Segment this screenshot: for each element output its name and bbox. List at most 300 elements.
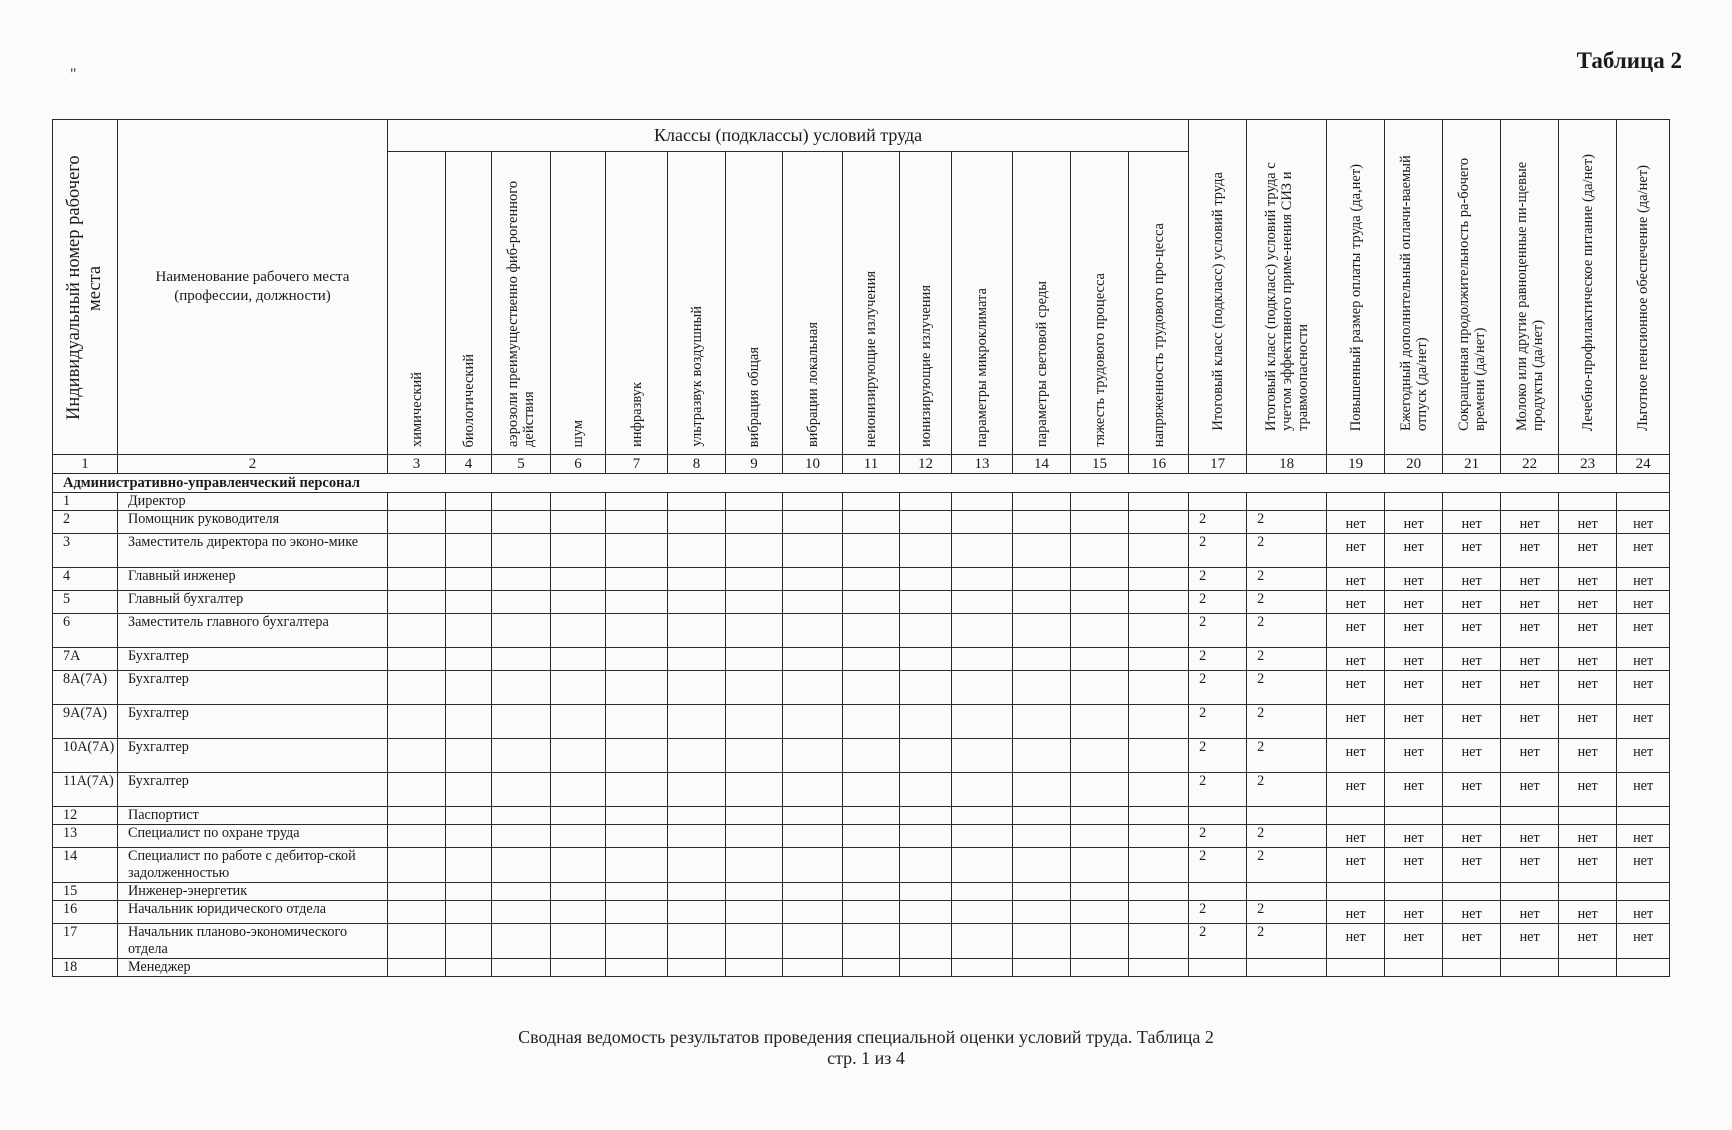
factor-cell [1129,705,1189,739]
final-class-siz: 2 [1247,924,1327,959]
guarantee-cell: нет [1385,825,1443,848]
guarantee-cell: нет [1385,848,1443,883]
column-number: 2 [118,455,388,474]
factor-cell [952,568,1013,591]
factor-cell [388,924,446,959]
guarantee-cell [1617,959,1670,977]
table-body [53,120,1670,977]
factor-cell [668,883,726,901]
factor-cell [843,924,900,959]
header-summary: Лечебно-профилактическое питание (да/нет) [1559,120,1617,455]
factor-cell [446,825,492,848]
table-row [53,848,1670,883]
factor-cell [1013,614,1071,648]
factor-cell [1129,959,1189,977]
factor-cell [726,671,783,705]
factor-group-header: Классы (подклассы) условий труда [388,120,1189,152]
factor-cell [952,493,1013,511]
table-row [53,739,1670,773]
final-class: 2 [1189,568,1247,591]
factor-cell [726,648,783,671]
guarantee-cell: нет [1559,614,1617,648]
column-number: 12 [900,455,952,474]
table-row [53,648,1670,671]
factor-cell [492,511,551,534]
row-id: 12 [53,807,118,825]
row-id: 4 [53,568,118,591]
factor-cell [1013,671,1071,705]
column-number: 24 [1617,455,1670,474]
factor-cell [843,534,900,568]
guarantee-cell [1501,493,1559,511]
guarantee-cell: нет [1559,924,1617,959]
guarantee-cell: нет [1385,773,1443,807]
factor-cell [388,959,446,977]
factor-cell [900,739,952,773]
guarantee-cell: нет [1617,671,1670,705]
factor-cell [1071,825,1129,848]
guarantee-cell: нет [1443,705,1501,739]
row-name: Главный инженер [118,568,388,591]
table-row [53,773,1670,807]
row-name: Бухгалтер [118,648,388,671]
header-factor: тяжесть трудового процесса [1071,152,1129,455]
guarantee-cell: нет [1501,591,1559,614]
factor-cell [1129,883,1189,901]
factor-cell [492,773,551,807]
factor-cell [551,807,606,825]
factor-cell [952,511,1013,534]
factor-cell [783,848,843,883]
stray-mark: " [70,66,77,83]
column-number: 9 [726,455,783,474]
factor-cell [551,568,606,591]
factor-cell [668,648,726,671]
factor-cell [668,493,726,511]
guarantee-cell: нет [1327,534,1385,568]
guarantee-cell: нет [1443,848,1501,883]
guarantee-cell [1617,493,1670,511]
section-row [53,474,1670,493]
factor-cell [446,959,492,977]
row-id: 15 [53,883,118,901]
final-class: 2 [1189,705,1247,739]
factor-cell [843,614,900,648]
header-summary: Ежегодный дополнительный оплачи-ваемый отпуск (да/нет) [1385,120,1443,455]
factor-cell [388,591,446,614]
final-class: 2 [1189,901,1247,924]
column-number: 7 [606,455,668,474]
factor-cell [606,568,668,591]
guarantee-cell: нет [1385,924,1443,959]
factor-cell [606,901,668,924]
summary-table [52,119,1670,977]
factor-cell [551,901,606,924]
header-name: Наименование рабочего места (профессии, должности) [118,120,388,455]
factor-cell [388,614,446,648]
column-number: 17 [1189,455,1247,474]
guarantee-cell: нет [1559,534,1617,568]
guarantee-cell: нет [1501,614,1559,648]
factor-cell [668,511,726,534]
guarantee-cell: нет [1443,739,1501,773]
factor-cell [492,825,551,848]
header-factor: неионизирующие излучения [843,152,900,455]
guarantee-cell: нет [1617,591,1670,614]
guarantee-cell [1501,883,1559,901]
header-summary: Льготное пенсионное обеспечение (да/нет) [1617,120,1670,455]
guarantee-cell: нет [1617,534,1670,568]
factor-cell [606,591,668,614]
final-class-siz [1247,493,1327,511]
header-summary: Повышенный размер оплаты труда (да,нет) [1327,120,1385,455]
final-class-siz: 2 [1247,534,1327,568]
factor-cell [726,614,783,648]
factor-cell [446,671,492,705]
factor-cell [492,883,551,901]
factor-cell [446,648,492,671]
guarantee-cell: нет [1385,671,1443,705]
header-factor: шум [551,152,606,455]
factor-cell [446,591,492,614]
row-id: 16 [53,901,118,924]
table-row [53,511,1670,534]
table-row [53,671,1670,705]
factor-cell [492,739,551,773]
factor-cell [388,648,446,671]
header-summary: Молоко или другие равноценные пи-щевые продукты (да/нет) [1501,120,1559,455]
factor-cell [726,901,783,924]
guarantee-cell [1501,807,1559,825]
guarantee-cell: нет [1559,511,1617,534]
table-row [53,534,1670,568]
guarantee-cell: нет [1617,825,1670,848]
factor-cell [843,705,900,739]
column-number: 4 [446,455,492,474]
guarantee-cell [1501,959,1559,977]
final-class: 2 [1189,614,1247,648]
factor-cell [492,614,551,648]
factor-cell [492,568,551,591]
guarantee-cell: нет [1559,591,1617,614]
header-factor: биологический [446,152,492,455]
factor-cell [606,671,668,705]
factor-cell [1071,534,1129,568]
final-class: 2 [1189,924,1247,959]
row-name: Начальник планово-экономического отдела [118,924,388,959]
factor-cell [1013,807,1071,825]
factor-cell [551,671,606,705]
factor-cell [551,739,606,773]
factor-cell [952,825,1013,848]
guarantee-cell: нет [1501,534,1559,568]
factor-cell [388,705,446,739]
factor-cell [1013,901,1071,924]
final-class-siz: 2 [1247,739,1327,773]
guarantee-cell [1385,493,1443,511]
factor-cell [1013,705,1071,739]
guarantee-cell: нет [1501,901,1559,924]
factor-cell [726,883,783,901]
factor-cell [783,493,843,511]
column-number: 5 [492,455,551,474]
row-name: Паспортист [118,807,388,825]
guarantee-cell: нет [1617,568,1670,591]
row-id: 13 [53,825,118,848]
column-number: 22 [1501,455,1559,474]
factor-cell [446,739,492,773]
factor-cell [388,807,446,825]
factor-cell [1013,883,1071,901]
row-id: 18 [53,959,118,977]
factor-cell [446,924,492,959]
factor-cell [843,511,900,534]
guarantee-cell: нет [1443,901,1501,924]
column-number: 19 [1327,455,1385,474]
factor-cell [952,807,1013,825]
factor-cell [446,705,492,739]
factor-cell [783,773,843,807]
column-number-row [53,455,1670,474]
factor-cell [783,883,843,901]
factor-cell [1129,591,1189,614]
row-name: Бухгалтер [118,705,388,739]
factor-cell [551,511,606,534]
factor-cell [606,924,668,959]
factor-cell [1129,825,1189,848]
guarantee-cell: нет [1385,511,1443,534]
factor-cell [1071,739,1129,773]
final-class: 2 [1189,591,1247,614]
row-name: Бухгалтер [118,671,388,705]
factor-cell [783,614,843,648]
factor-cell [1071,511,1129,534]
factor-cell [446,493,492,511]
factor-cell [668,705,726,739]
factor-cell [606,739,668,773]
row-id: 14 [53,848,118,883]
factor-cell [1013,959,1071,977]
final-class: 2 [1189,648,1247,671]
factor-cell [668,568,726,591]
factor-cell [900,825,952,848]
factor-cell [900,493,952,511]
guarantee-cell: нет [1327,773,1385,807]
factor-cell [726,924,783,959]
factor-cell [1071,671,1129,705]
factor-cell [388,901,446,924]
factor-cell [1129,739,1189,773]
row-id: 17 [53,924,118,959]
final-class-siz: 2 [1247,705,1327,739]
guarantee-cell: нет [1385,534,1443,568]
factor-cell [1129,614,1189,648]
factor-cell [900,568,952,591]
guarantee-cell: нет [1443,534,1501,568]
caption-line: Сводная ведомость результатов проведения специальной оценки условий труда. Таблица 2 [518,1027,1214,1047]
factor-cell [783,924,843,959]
factor-cell [1013,773,1071,807]
factor-cell [843,901,900,924]
factor-cell [606,959,668,977]
factor-cell [668,924,726,959]
final-class: 2 [1189,534,1247,568]
factor-cell [952,591,1013,614]
guarantee-cell [1559,807,1617,825]
factor-cell [606,705,668,739]
column-number: 23 [1559,455,1617,474]
guarantee-cell: нет [1617,614,1670,648]
row-name: Начальник юридического отдела [118,901,388,924]
header-id: Индивидуальный номер рабочего места [53,120,118,455]
row-name: Специалист по работе с дебитор-ской задолженностью [118,848,388,883]
factor-cell [492,493,551,511]
factor-cell [492,901,551,924]
column-number: 18 [1247,455,1327,474]
final-class: 2 [1189,511,1247,534]
guarantee-cell: нет [1443,924,1501,959]
guarantee-cell: нет [1617,773,1670,807]
factor-cell [1071,773,1129,807]
final-class: 2 [1189,739,1247,773]
guarantee-cell: нет [1617,901,1670,924]
factor-cell [492,807,551,825]
final-class: 2 [1189,825,1247,848]
guarantee-cell: нет [1617,511,1670,534]
row-id: 7А [53,648,118,671]
page-caption [0,1027,1732,1069]
table-row [53,959,1670,977]
factor-cell [668,534,726,568]
header-factor: аэрозоли преимущественно фиб-рогенного действия [492,152,551,455]
factor-cell [551,591,606,614]
factor-cell [1129,924,1189,959]
final-class-siz: 2 [1247,591,1327,614]
factor-cell [446,568,492,591]
row-id: 11А(7А) [53,773,118,807]
final-class-siz [1247,959,1327,977]
factor-cell [388,493,446,511]
factor-cell [388,848,446,883]
final-class [1189,959,1247,977]
guarantee-cell [1559,959,1617,977]
factor-cell [843,883,900,901]
factor-cell [606,511,668,534]
factor-cell [726,773,783,807]
final-class-siz: 2 [1247,511,1327,534]
factor-cell [492,848,551,883]
column-number: 14 [1013,455,1071,474]
factor-cell [783,671,843,705]
header-factor: химический [388,152,446,455]
guarantee-cell: нет [1327,511,1385,534]
factor-cell [492,648,551,671]
table-row [53,825,1670,848]
factor-cell [446,901,492,924]
factor-cell [1013,924,1071,959]
factor-cell [843,807,900,825]
factor-cell [726,825,783,848]
table-row [53,883,1670,901]
row-id: 8А(7А) [53,671,118,705]
column-number: 3 [388,455,446,474]
factor-cell [492,591,551,614]
factor-cell [1129,773,1189,807]
group-header-row [53,120,1670,152]
column-number: 1 [53,455,118,474]
factor-cell [900,534,952,568]
guarantee-cell [1443,883,1501,901]
factor-cell [952,924,1013,959]
column-number: 21 [1443,455,1501,474]
factor-cell [551,773,606,807]
factor-cell [606,848,668,883]
guarantee-cell: нет [1443,511,1501,534]
column-number: 13 [952,455,1013,474]
header-factor: ионизирующие излучения [900,152,952,455]
header-factor: вибрация общая [726,152,783,455]
guarantee-cell [1327,807,1385,825]
guarantee-cell [1385,959,1443,977]
factor-cell [446,883,492,901]
row-name: Директор [118,493,388,511]
factor-cell [726,705,783,739]
guarantee-cell: нет [1501,924,1559,959]
row-name: Менеджер [118,959,388,977]
factor-cell [900,959,952,977]
factor-cell [492,671,551,705]
factor-cell [1071,807,1129,825]
guarantee-cell: нет [1327,614,1385,648]
guarantee-cell: нет [1559,773,1617,807]
factor-cell [668,807,726,825]
table-row [53,568,1670,591]
factor-cell [446,807,492,825]
factor-cell [388,773,446,807]
factor-cell [1013,511,1071,534]
factor-cell [1013,568,1071,591]
guarantee-cell: нет [1559,848,1617,883]
factor-cell [952,848,1013,883]
factor-cell [843,591,900,614]
final-class-siz: 2 [1247,825,1327,848]
factor-cell [551,493,606,511]
factor-cell [551,705,606,739]
factor-cell [726,848,783,883]
factor-cell [1013,648,1071,671]
factor-cell [1071,705,1129,739]
factor-cell [726,568,783,591]
factor-cell [843,671,900,705]
factor-cell [783,568,843,591]
factor-cell [1129,648,1189,671]
row-id: 3 [53,534,118,568]
factor-cell [1013,848,1071,883]
factor-cell [952,534,1013,568]
final-class-siz: 2 [1247,773,1327,807]
guarantee-cell: нет [1501,825,1559,848]
factor-cell [668,671,726,705]
factor-cell [1071,848,1129,883]
factor-cell [783,705,843,739]
column-number: 20 [1385,455,1443,474]
factor-cell [726,591,783,614]
factor-cell [843,568,900,591]
section-title: Административно-управленческий персонал [53,474,1670,493]
factor-cell [606,614,668,648]
factor-cell [843,493,900,511]
factor-cell [843,848,900,883]
